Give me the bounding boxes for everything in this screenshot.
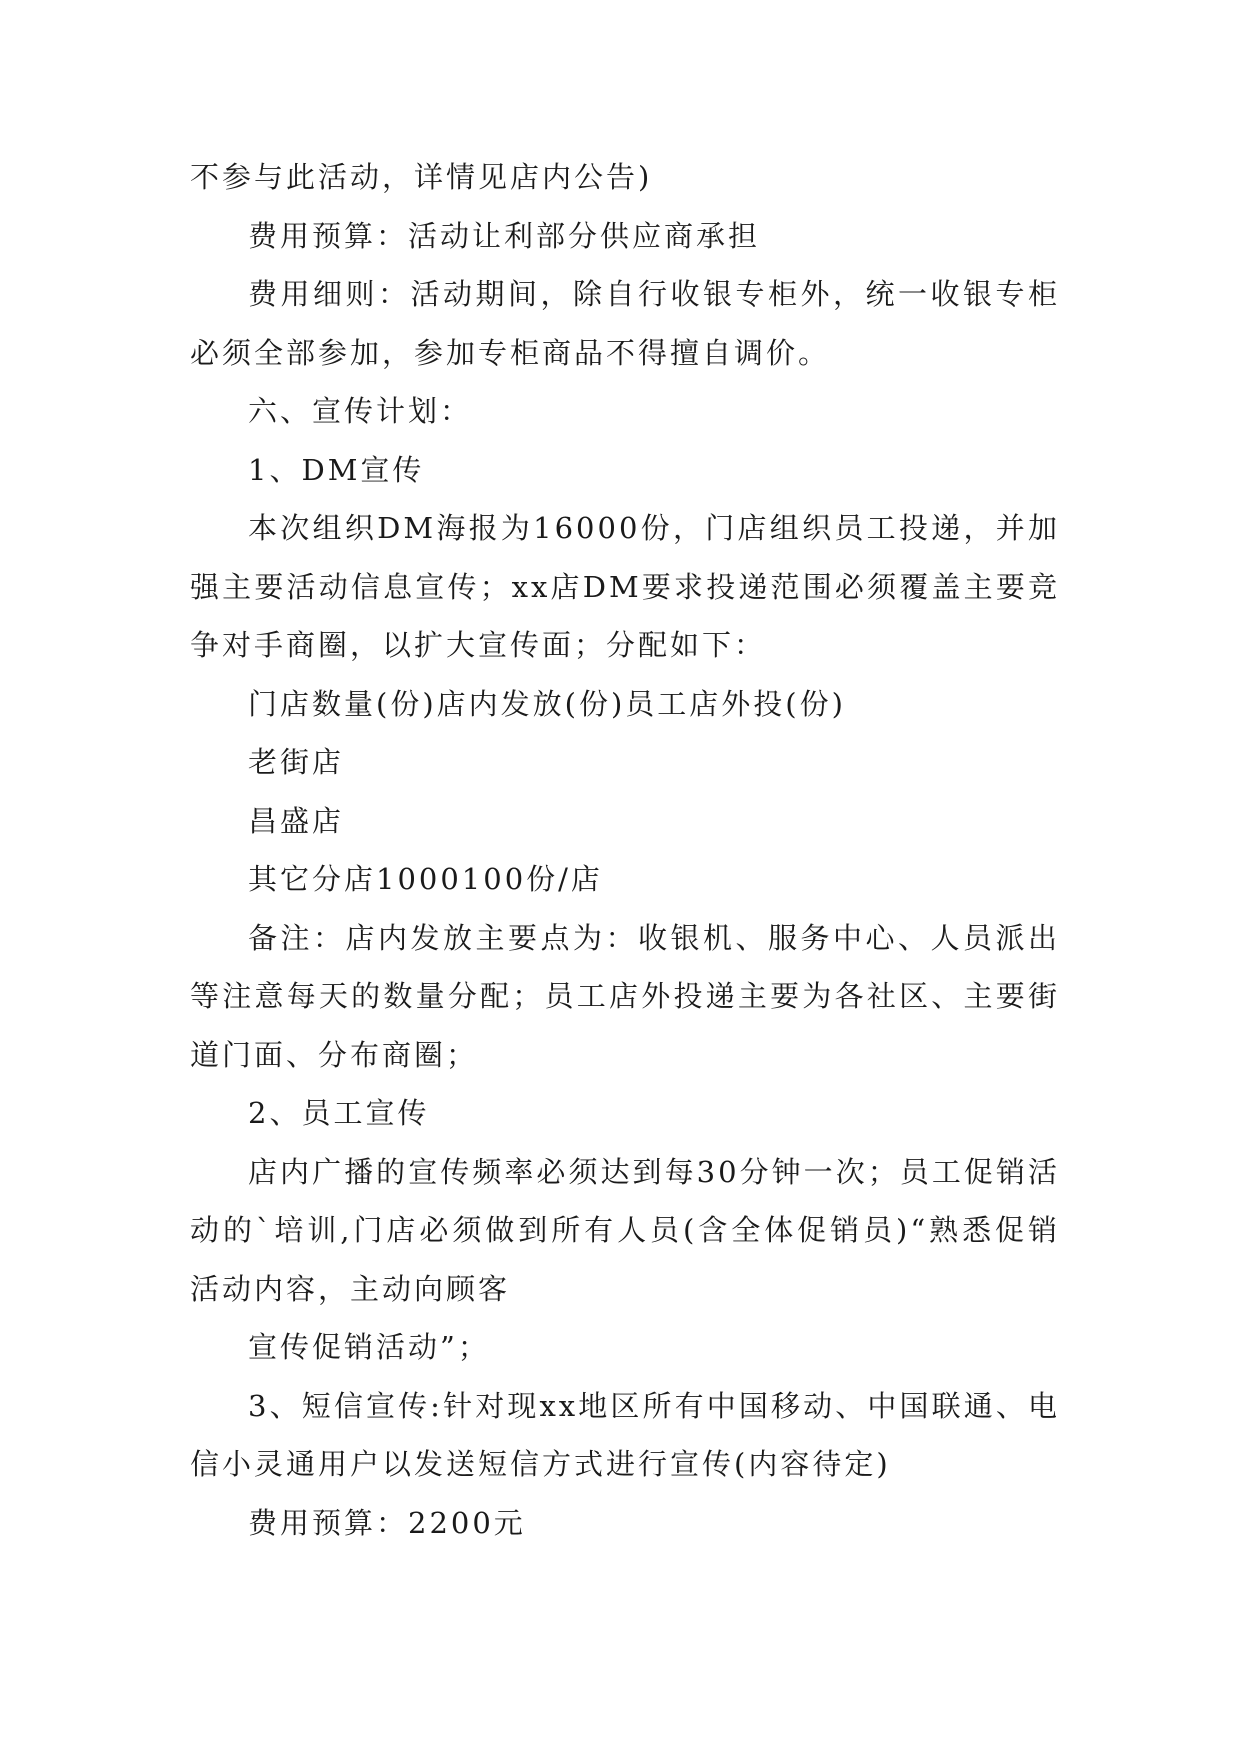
subheading-staff: 2、员工宣传 (248, 1096, 430, 1130)
paragraph-sms-budget: 费用预算：2200元 (248, 1505, 526, 1540)
paragraph-dm-details: 本次组织DM海报为16000份，门店组织员工投递，并加强主要活动信息宣传；xx店DM要求投递范围必须覆盖主要竞争对手商圈，以扩大宣传面；分配如下： (190, 511, 1060, 662)
section-heading-promotion-plan: 六、宣传计划： (248, 394, 473, 428)
paragraph-remarks: 备注：店内发放主要点为：收银机、服务中心、人员派出等注意每天的数量分配；员工店外投递主要为各社区、主要街道门面、分布商圈； (190, 920, 1060, 1072)
document-page (190, 148, 1060, 1552)
subheading-dm: 1、DM宣传 (248, 452, 425, 487)
paragraph-store-laojie: 老街店 (248, 745, 345, 779)
paragraph-distribution-header: 门店数量(份)店内发放(份)员工店外投(份) (248, 686, 846, 721)
paragraph-store-changsheng: 昌盛店 (248, 803, 345, 838)
paragraph-budget: 费用预算：活动让利部分供应商承担 (248, 218, 761, 253)
paragraph-cost-details: 费用细则：活动期间，除自行收银专柜外，统一收银专柜必须全部参加，参加专柜商品不得擅自调价。 (190, 277, 1060, 370)
paragraph-staff-continuation: 宣传促销活动”； (248, 1330, 490, 1364)
paragraph-other-stores: 其它分店1000100份/店 (248, 862, 603, 896)
paragraph-continuation: 不参与此活动，详情见店内公告) (190, 160, 653, 194)
paragraph-sms: 3、短信宣传:针对现xx地区所有中国移动、中国联通、电信小灵通用户以发送短信方式进行宣传(内容待定) (190, 1388, 1060, 1481)
paragraph-staff-details: 店内广播的宣传频率必须达到每30分钟一次；员工促销活动的`培训,门店必须做到所有人员(含全体促销员)“熟悉促销活动内容，主动向顾客 (190, 1154, 1060, 1306)
